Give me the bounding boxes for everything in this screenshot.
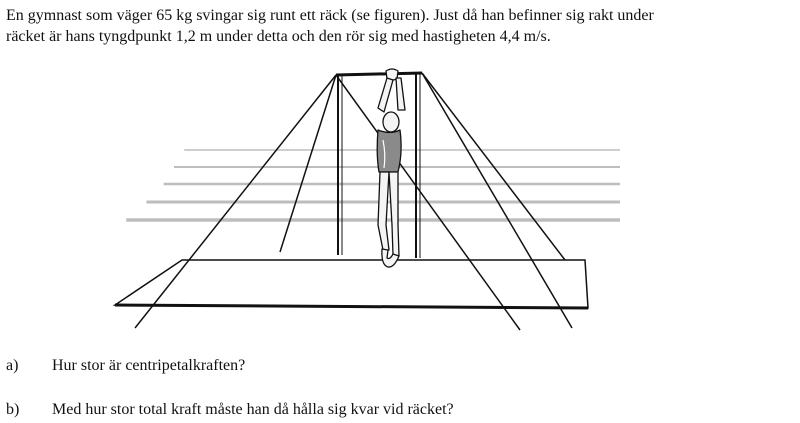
wire-left-back bbox=[280, 75, 336, 252]
floor-mat bbox=[115, 260, 588, 308]
gymnast-arm-left bbox=[378, 78, 393, 112]
gymnast bbox=[377, 69, 405, 267]
question-a-text: Hur stor är centripetalkraften? bbox=[52, 357, 246, 374]
question-b-text: Med hur stor total kraft måste han då hålla sig kvar vid räcket? bbox=[52, 401, 454, 418]
arena-stripes bbox=[128, 150, 620, 220]
gymnast-high-bar-figure bbox=[100, 60, 620, 340]
gymnast-leg-left bbox=[378, 172, 389, 250]
gymnast-head bbox=[383, 112, 399, 132]
gymnast-leg-right bbox=[389, 172, 399, 256]
question-a bbox=[6, 356, 245, 376]
horizontal-bar bbox=[336, 73, 422, 75]
question-b-label: b) bbox=[6, 401, 20, 418]
problem-statement bbox=[6, 5, 796, 47]
problem-intro-line-1: En gymnast som väger 65 kg svingar sig runt ett räck (se figuren). Just då han befinner sig rakt under bbox=[6, 7, 654, 24]
question-a-label: a) bbox=[6, 357, 19, 374]
gymnast-arm-right bbox=[396, 78, 405, 110]
problem-intro-line-2: räcket är hans tyngdpunkt 1,2 m under detta och den rör sig med hastigheten 4,4 m/s. bbox=[6, 28, 551, 45]
gymnast-shirt bbox=[377, 130, 401, 172]
question-b bbox=[6, 400, 454, 420]
